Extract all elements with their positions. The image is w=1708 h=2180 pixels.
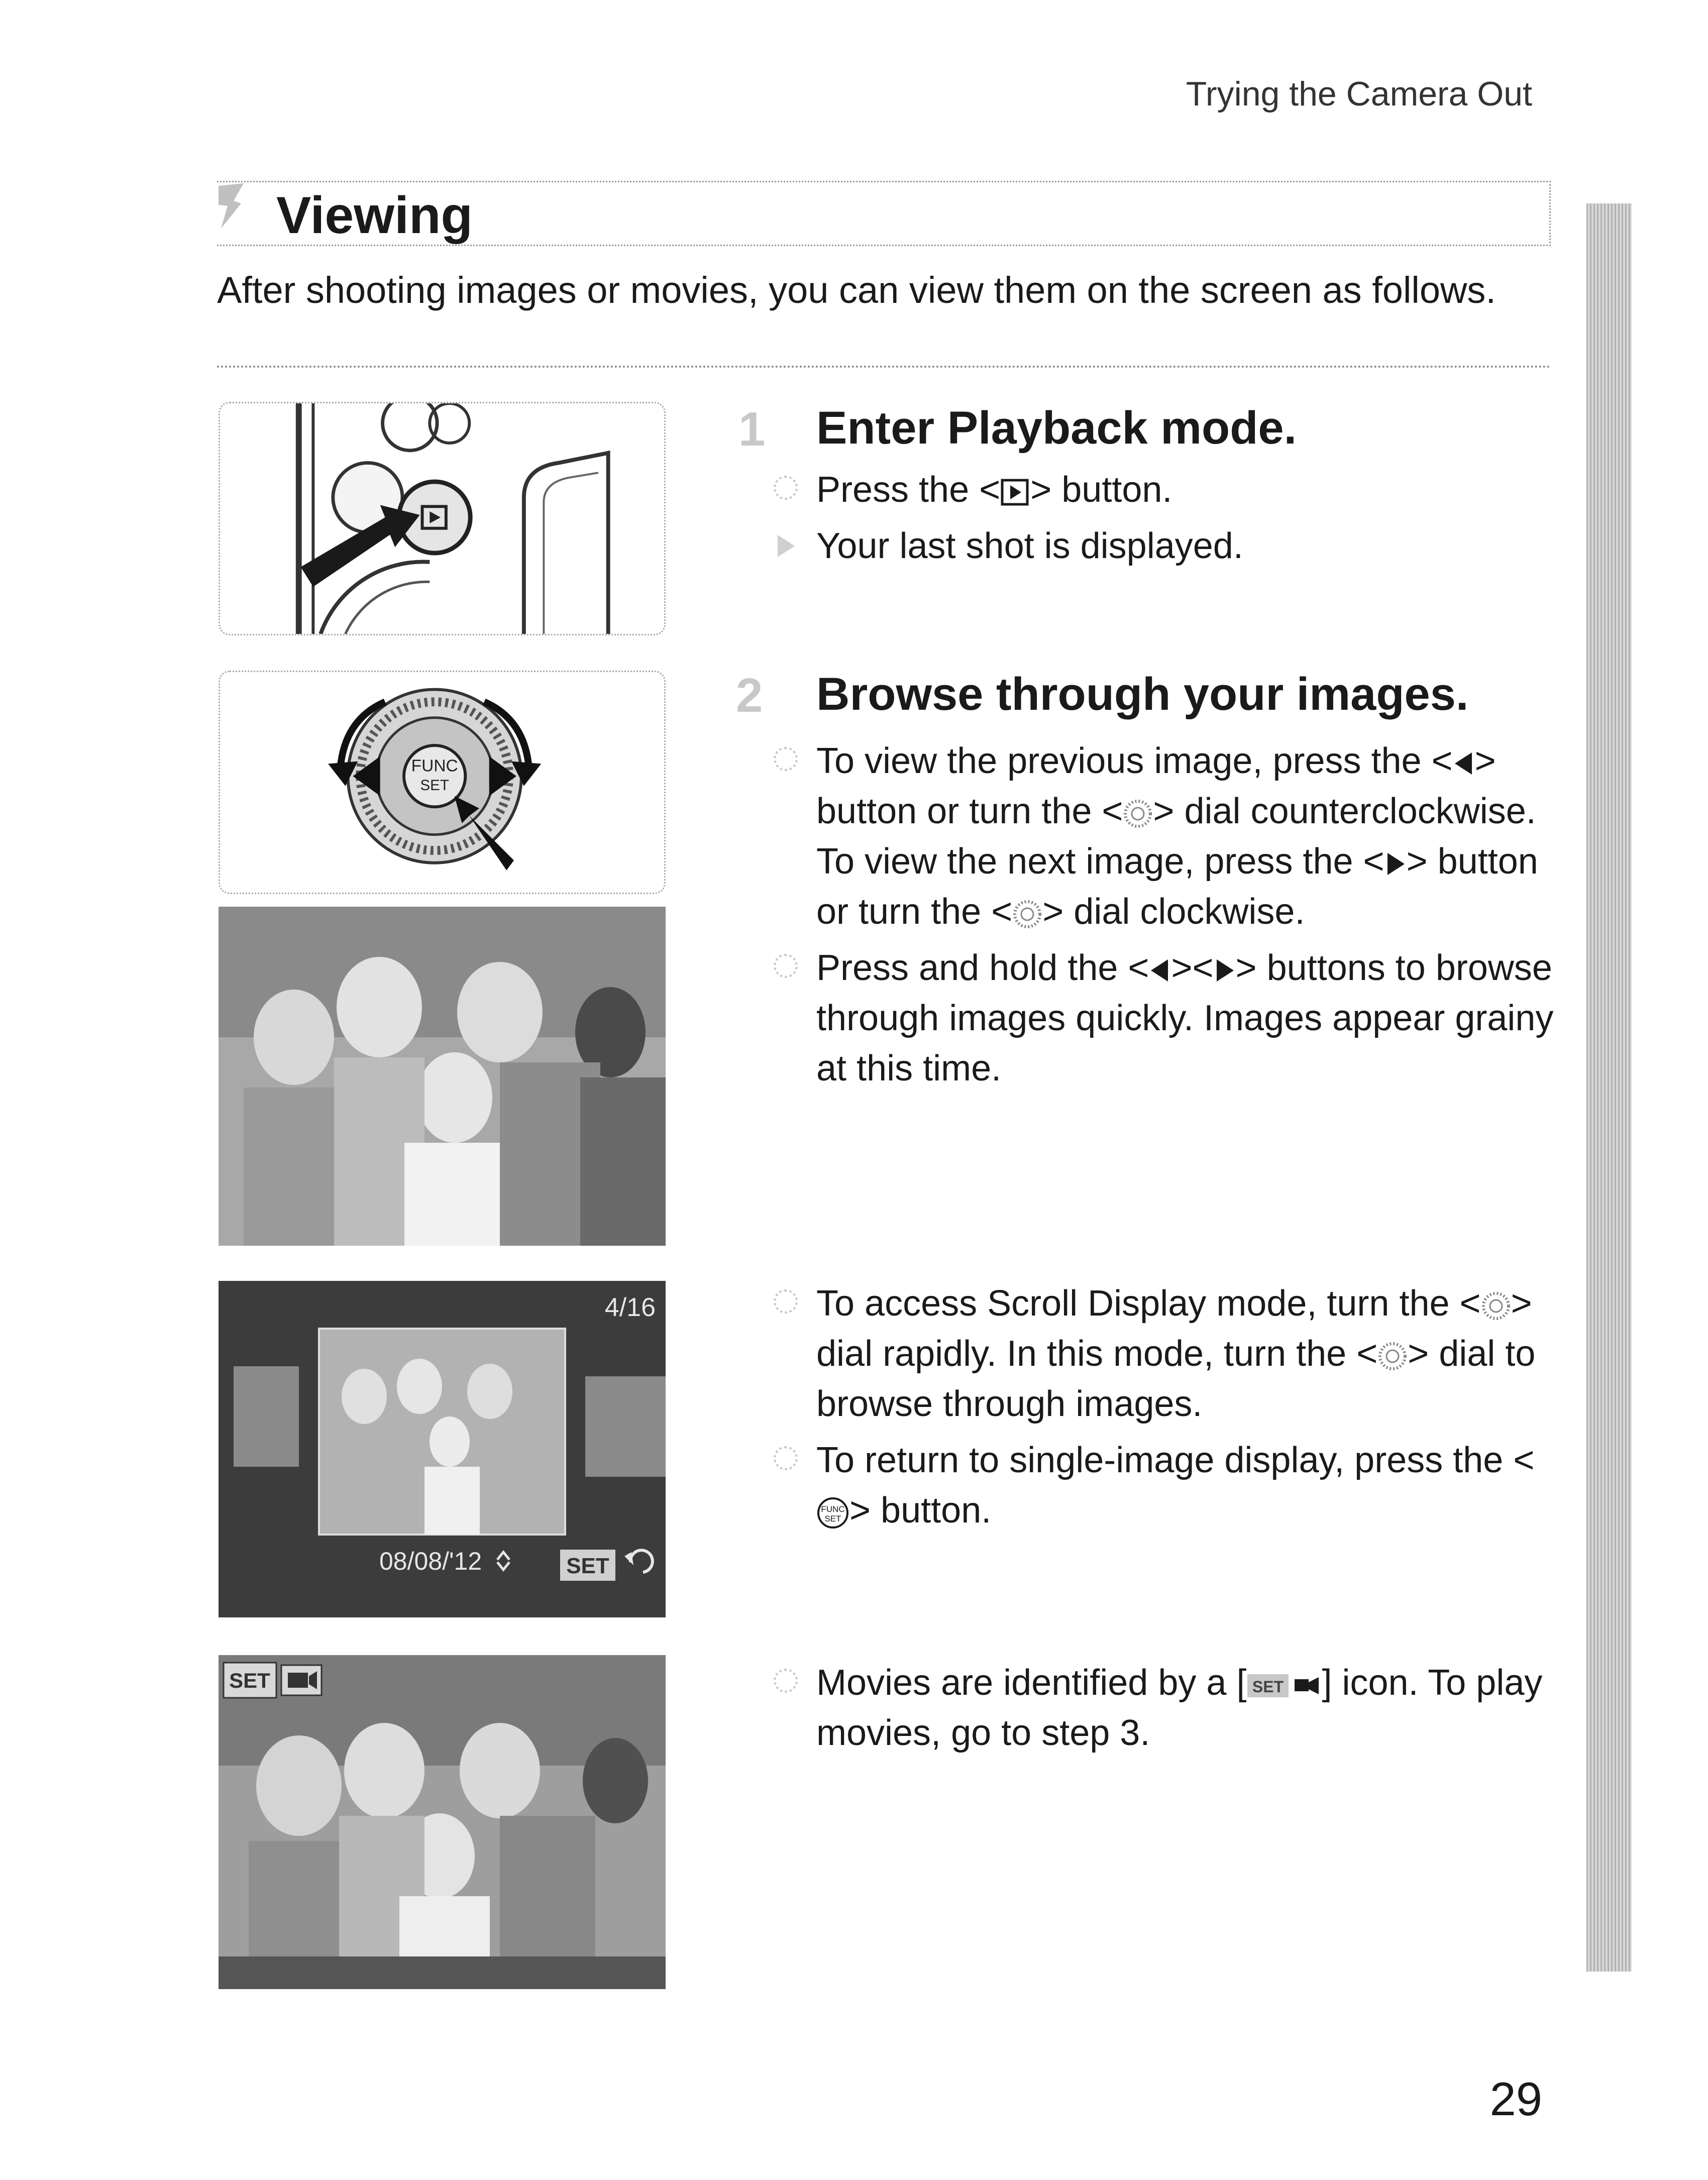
step-1-bullets bbox=[774, 465, 1557, 577]
bullet-text: > button. bbox=[1030, 470, 1172, 510]
list-item bbox=[774, 465, 1557, 515]
control-dial-icon bbox=[1012, 899, 1042, 929]
func-set-button-icon bbox=[816, 1496, 849, 1530]
control-dial-icon bbox=[1481, 1291, 1511, 1321]
scroll-display-screen bbox=[219, 1281, 666, 1617]
movie-bullets bbox=[774, 1658, 1557, 1764]
control-dial-illustration bbox=[219, 671, 666, 894]
bullet-icon bbox=[774, 476, 798, 500]
svg-text:SET: SET bbox=[1252, 1677, 1284, 1696]
list-item bbox=[774, 1435, 1557, 1536]
list-item bbox=[774, 943, 1557, 1094]
playback-icon bbox=[1000, 477, 1030, 507]
chapter-side-tab bbox=[1586, 203, 1632, 1972]
bullet-text: Press the < bbox=[816, 470, 1001, 510]
bullet-icon bbox=[774, 1289, 798, 1314]
step-2-bullets bbox=[774, 736, 1557, 1100]
camera-playback-button-illustration bbox=[219, 402, 666, 635]
bullet-icon bbox=[774, 1669, 798, 1693]
bullet-text: > button or turn the < bbox=[816, 741, 1496, 831]
set-movie-icon bbox=[1246, 1670, 1322, 1700]
right-arrow-icon bbox=[1384, 850, 1407, 878]
bullet-text: > dial rapidly. In this mode, turn the < bbox=[816, 1283, 1532, 1374]
bullet-text: To return to single-image display, press the < bbox=[816, 1440, 1535, 1480]
movie-playback-screen bbox=[219, 1655, 666, 1989]
bullet-text: > buttons to browse through images quickly. Images appear grainy at this time. bbox=[816, 948, 1554, 1088]
control-dial-icon bbox=[1123, 799, 1153, 829]
intro-text: After shooting images or movies, you can view them on the screen as follows. bbox=[217, 269, 1496, 311]
bullet-icon bbox=[774, 1446, 798, 1470]
result-arrow-icon bbox=[778, 535, 795, 557]
image-date: 08/08/'12 bbox=[379, 1547, 482, 1575]
bullet-text: > button. bbox=[849, 1490, 992, 1531]
divider bbox=[217, 366, 1551, 368]
bullet-text: > dial to browse through images. bbox=[816, 1334, 1536, 1424]
list-item bbox=[774, 736, 1557, 937]
control-dial-icon bbox=[1377, 1341, 1408, 1371]
section-title: Viewing bbox=[276, 186, 473, 245]
bullet-icon bbox=[774, 747, 798, 771]
scroll-display-bullets bbox=[774, 1278, 1557, 1542]
step-2-title: Browse through your images. bbox=[816, 669, 1469, 720]
bullet-text: Movies are identified by a [ bbox=[816, 1663, 1247, 1703]
step-1-title: Enter Playback mode. bbox=[816, 402, 1297, 454]
left-arrow-icon bbox=[1149, 956, 1171, 985]
step-1-number: 1 bbox=[738, 402, 766, 456]
page-header: Trying the Camera Out bbox=[1186, 75, 1532, 113]
set-button-indicator: SET bbox=[566, 1554, 609, 1578]
svg-text:FUNC: FUNC bbox=[821, 1504, 845, 1514]
list-item bbox=[774, 521, 1557, 571]
bullet-text: > button or turn the < bbox=[816, 841, 1538, 932]
page-number: 29 bbox=[1489, 2073, 1542, 2125]
bullet-text: > dial counterclockwise. To view the next image, press the < bbox=[816, 791, 1536, 882]
list-item bbox=[774, 1658, 1557, 1758]
bullet-text: Your last shot is displayed. bbox=[816, 526, 1243, 566]
set-label: SET bbox=[420, 777, 449, 794]
bullet-text: To access Scroll Display mode, turn the < bbox=[816, 1283, 1481, 1324]
svg-text:SET: SET bbox=[824, 1513, 841, 1523]
movie-set-label: SET bbox=[229, 1669, 270, 1692]
left-arrow-icon bbox=[1453, 749, 1475, 778]
bullet-text: > dial clockwise. bbox=[1042, 892, 1305, 932]
right-arrow-icon bbox=[1214, 956, 1236, 985]
bullet-icon bbox=[774, 954, 798, 978]
bullet-text: ] icon. To play movies, go to step 3. bbox=[816, 1663, 1543, 1753]
func-label: FUNC bbox=[411, 756, 458, 776]
bullet-text: >< bbox=[1171, 948, 1214, 988]
image-counter: 4/16 bbox=[604, 1293, 656, 1322]
list-item bbox=[774, 1278, 1557, 1429]
playback-photo bbox=[219, 907, 666, 1246]
step-2-number: 2 bbox=[736, 669, 763, 722]
bullet-text: To view the previous image, press the < bbox=[816, 741, 1453, 781]
bullet-text: Press and hold the < bbox=[816, 948, 1149, 988]
